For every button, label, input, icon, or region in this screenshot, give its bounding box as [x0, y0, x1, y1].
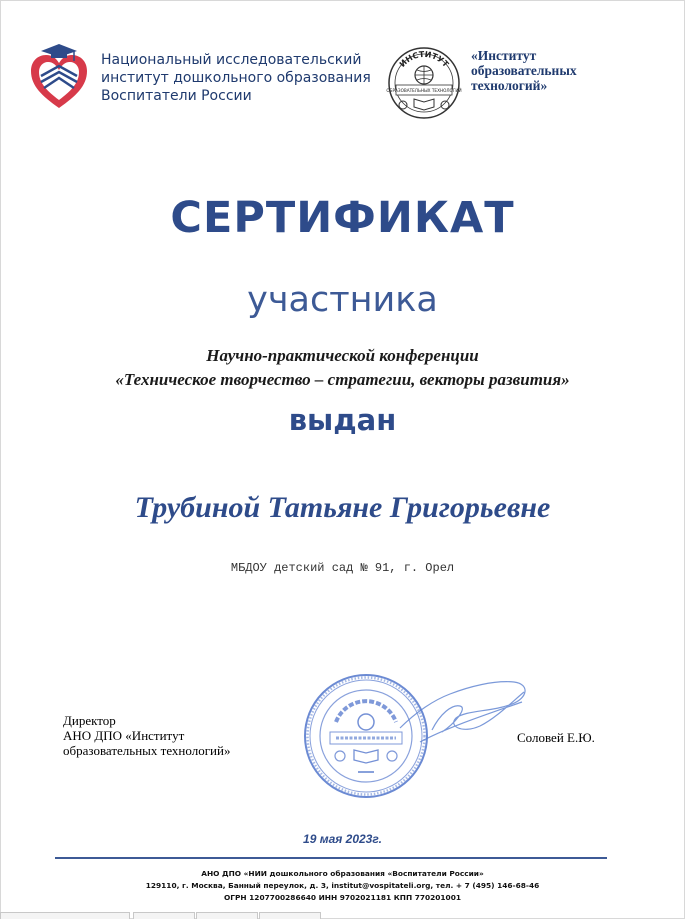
recipient-name: Трубиной Татьяне Григорьевне — [134, 491, 551, 524]
org-left-line: Национальный исследовательский — [101, 52, 362, 68]
org-right-line: технологий» — [471, 78, 548, 93]
bottom-tab — [0, 912, 130, 919]
page-bottom-tabs — [0, 912, 685, 919]
director-title — [63, 713, 283, 758]
conference-line: Научно-практической конференции — [206, 346, 479, 365]
bottom-tab — [259, 912, 321, 919]
director-line: АНО ДПО «Институт — [63, 728, 185, 743]
director-line: образовательных технологий» — [63, 743, 231, 758]
conference-name — [0, 344, 685, 392]
org-left-line: институт дошкольного образования — [101, 70, 371, 86]
emblem-band-text: ОБРАЗОВАТЕЛЬНЫХ ТЕХНОЛОГИЙ — [386, 88, 462, 93]
handwritten-signature — [396, 672, 536, 752]
recipient-institution: МБДОУ детский сад № 91, г. Орел — [230, 561, 455, 575]
org-right-line: «Институт — [471, 48, 537, 63]
certificate-title: СЕРТИФИКАТ — [170, 193, 515, 243]
certificate-subtitle: участника — [247, 280, 438, 320]
director-line: Директор — [63, 713, 116, 728]
footer-line: 129110, г. Москва, Банный переулок, д. 3, institut@vospitateli.org, тел. + 7 (495) 146-68-46 — [145, 881, 540, 890]
signer-name: Соловей Е.Ю. — [517, 730, 595, 745]
issue-date: 19 мая 2023г. — [303, 832, 382, 846]
org-name-left — [101, 51, 391, 105]
heart-graduation-icon — [28, 42, 90, 112]
emblem-top-text: ИНСТИТУТ — [397, 49, 451, 69]
issued-label: выдан — [288, 403, 397, 437]
footer-line: АНО ДПО «НИИ дошкольного образования «Воспитатели России» — [201, 869, 484, 878]
bottom-tab — [133, 912, 195, 919]
footer-line: ОГРН 1207700286640 ИНН 9702021181 КПП 770201001 — [224, 893, 461, 902]
footer-divider — [55, 857, 607, 859]
bottom-tab — [196, 912, 258, 919]
institute-emblem-icon — [386, 45, 462, 121]
org-name-right — [471, 48, 651, 93]
org-left-line: Воспитатели России — [101, 88, 252, 104]
footer — [0, 868, 685, 904]
org-right-line: образовательных — [471, 63, 577, 78]
conference-line: «Техническое творчество – стратегии, векторы развития» — [115, 370, 570, 389]
